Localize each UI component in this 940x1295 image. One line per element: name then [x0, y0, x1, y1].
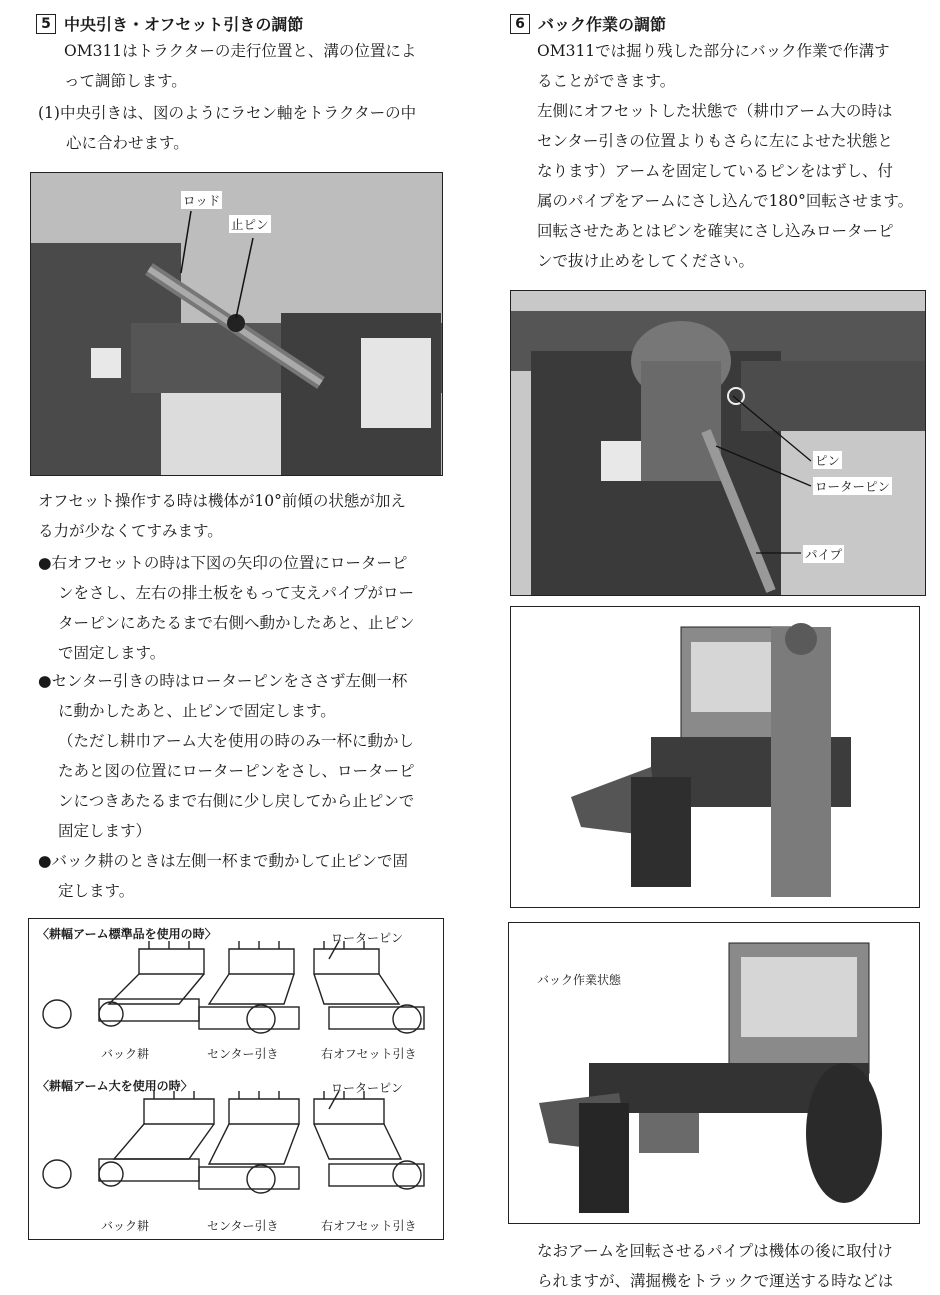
- diagram-rotor-pin-label-1: ローターピン: [331, 931, 404, 945]
- label-pin: ピン: [815, 453, 841, 468]
- bullet-2-line-3: （ただし耕巾アーム大を使用の時のみ一杯に動かし: [58, 732, 415, 750]
- bullet-2-mark: ●: [38, 672, 52, 690]
- photo-3-illustration: [511, 607, 920, 908]
- section-6-title: バック作業の調節: [538, 15, 667, 34]
- section-5-heading: [36, 12, 303, 35]
- caption-back-till-2: バック耕: [101, 1219, 150, 1233]
- offset-note-line-2: る力が少なくてすみます。: [38, 522, 223, 540]
- s6-line-4: センター引きの位置よりもさらに左によせた状態と: [537, 132, 893, 150]
- caption-back-till-1: バック耕: [101, 1047, 150, 1061]
- caption-center-pull-1: センター引き: [207, 1047, 279, 1061]
- bullet-2-line-2: に動かしたあと、止ピンで固定します。: [58, 702, 336, 720]
- bullet-2-text: [38, 666, 458, 846]
- photo-operator-rotating-arm: [510, 606, 920, 908]
- diagram-rotor-pin-label-2: ローターピン: [331, 1081, 404, 1095]
- offset-note: [38, 486, 458, 546]
- label-rod: ロッド: [183, 193, 221, 208]
- caption-right-offset-1: 右オフセット引き: [321, 1047, 417, 1061]
- bullet-2-line-5: ンにつきあたるまで右側に少し戻してから止ピンで: [58, 792, 415, 810]
- item1-line-a: (1)中央引きは、図のようにラセン軸をトラクターの中: [38, 104, 417, 122]
- s6-line-7: 回転させたあとはピンを確実にさし込みローターピ: [537, 222, 894, 240]
- bullet-2-line-6: 固定します）: [58, 822, 152, 840]
- s6-line-6: 属のパイプをアームにさし込んで180°回転させます。: [537, 192, 914, 210]
- caption-center-pull-2: センター引き: [207, 1219, 279, 1233]
- footer-line-2: られますが、溝掘機をトラックで運送する時などは: [537, 1272, 894, 1290]
- bullet-1-mark: ●: [38, 554, 52, 572]
- s6-line-5: なります）アームを固定しているピンをはずし、付: [537, 162, 894, 180]
- label-pipe: パイプ: [805, 547, 843, 562]
- intro-line-2: って調節します。: [64, 72, 187, 90]
- bullet-1-line-2: ンをさし、左右の排土板をもって支えパイプがロー: [58, 584, 415, 602]
- bullet-3-mark: ●: [38, 852, 52, 870]
- s6-line-3: 左側にオフセットした状態で（耕巾アーム大の時は: [537, 102, 893, 120]
- bullet-back-till: [38, 846, 458, 906]
- offset-note-line-1: オフセット操作する時は機体が10°前傾の状態が加え: [38, 492, 406, 510]
- section-5-number: 5: [36, 14, 56, 34]
- item1-line-b: 心に合わせます。: [66, 134, 189, 152]
- photo-back-operation-state: [508, 922, 920, 1224]
- section-5-item-1: [38, 98, 458, 158]
- s6-line-1: OM311では掘り残した部分にバック作業で作溝す: [537, 42, 890, 60]
- photo-pin-rotor-pipe: [510, 290, 926, 596]
- photo-4-illustration: [509, 923, 920, 1224]
- section-5-intro: [64, 36, 454, 96]
- diagram-header-large: 〈耕幅アーム大を使用の時〉: [37, 1079, 193, 1093]
- diagram-header-standard: 〈耕幅アーム標準品を使用の時〉: [37, 927, 217, 941]
- bullet-center-pull: [38, 666, 458, 846]
- caption-right-offset-2: 右オフセット引き: [321, 1219, 417, 1233]
- footer-note: [537, 1236, 932, 1295]
- photo-rod-and-stop-pin: [30, 172, 443, 476]
- bullet-1-line-4: で固定します。: [58, 644, 166, 662]
- arm-position-diagram: [28, 918, 444, 1240]
- intro-line-1: OM311はトラクターの走行位置と、溝の位置によ: [64, 42, 417, 60]
- label-stop-pin: 止ピン: [231, 217, 269, 232]
- bullet-3-line-2: 定します。: [58, 882, 135, 900]
- bullet-2-line-4: たあと図の位置にローターピンをさし、ローターピ: [58, 762, 415, 780]
- bullet-1-line-1: 右オフセットの時は下図の矢印の位置にローターピ: [51, 554, 408, 572]
- s6-line-2: ることができます。: [537, 72, 676, 90]
- bullet-1-line-3: ターピンにあたるまで右側へ動かしたあと、止ピン: [58, 614, 415, 632]
- bullet-2-line-1: センター引きの時はローターピンをささず左側一杯: [51, 672, 408, 690]
- photo-2-illustration: [511, 291, 926, 596]
- label-rotor-pin: ローターピン: [815, 479, 891, 494]
- section-5-title: 中央引き・オフセット引きの調節: [64, 15, 304, 34]
- footer-line-1: なおアームを回転させるパイプは機体の後に取付け: [537, 1242, 893, 1260]
- bullet-3-line-1: バック耕のときは左側一杯まで動かして止ピンで固: [51, 852, 409, 870]
- caption-back-operation-state: バック作業状態: [537, 973, 622, 987]
- bullet-1-text: [38, 548, 458, 668]
- section-6-number: 6: [510, 14, 530, 34]
- section-6-heading: [510, 12, 666, 35]
- s6-line-8: ンで抜け止めをしてください。: [537, 252, 755, 270]
- section-6-body: [537, 36, 932, 276]
- bullet-right-offset: [38, 548, 458, 668]
- bullet-3-text: [38, 846, 458, 906]
